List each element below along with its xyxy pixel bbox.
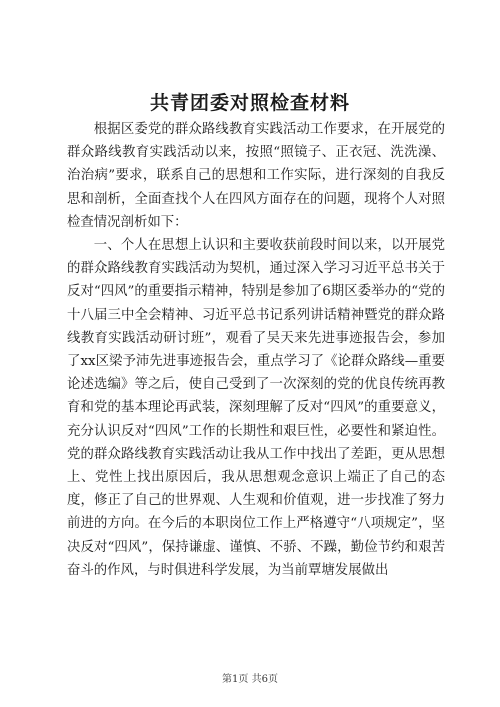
page-number-footer: 第1页 共6页 [222,674,278,685]
document-body [67,118,445,582]
paragraph-intro: 根据区委党的群众路线教育实践活动工作要求，在开展党的群众路线教育实践活动以来，按照“照镜子、正衣冠、洗洗澡、治治病”要求，联系自己的思想和工作实际，进行深刻的自我反思和剖析，全面查找个人在四风方面存在的问题，现将个人对照检查情况剖析如下： [67,122,445,230]
document-title: 共青团委对照检查材料 [149,92,350,114]
paragraph-section-one: 一、个人在思想上认识和主要收获前段时间以来，以开展党的群众路线教育实践活动为契机，通过深入学习习近平总书关于反对“四风”的重要指示精神，特别是参加了6期区委举办的“党的十八届三中全会精神、习近平总书记系列讲话精神暨党的群众路线教育实践活动研讨班”，观看了吴天来先进事迹报告会，参加了xx区梁予沛先进事迹报告会，重点学习了《论群众路线—重要论述选编》等之后，使自己受到了一次深刻的党的优良传统再教育和党的基本理论再武装，深刻理解了反对“四风”的重要意义，充分认识反对“四风”工作的长期性和艰巨性，必要性和紧迫性。党的群众路线教育实践活动让我从工作中找出了差距，更从思想上、党性上找出原因后，我从思想观念意识上端正了自己的态度，修正了自己的世界观、人生观和价值观，进一步找准了努力前进的方向。在今后的本职岗位工作上严格遵守“八项规定”，坚决反对“四风”，保持谦虚、谨慎、不骄、不躁，勤俭节约和艰苦奋斗的作风，与时俱进科学发展，为当前覃塘发展做出 [67,238,445,578]
